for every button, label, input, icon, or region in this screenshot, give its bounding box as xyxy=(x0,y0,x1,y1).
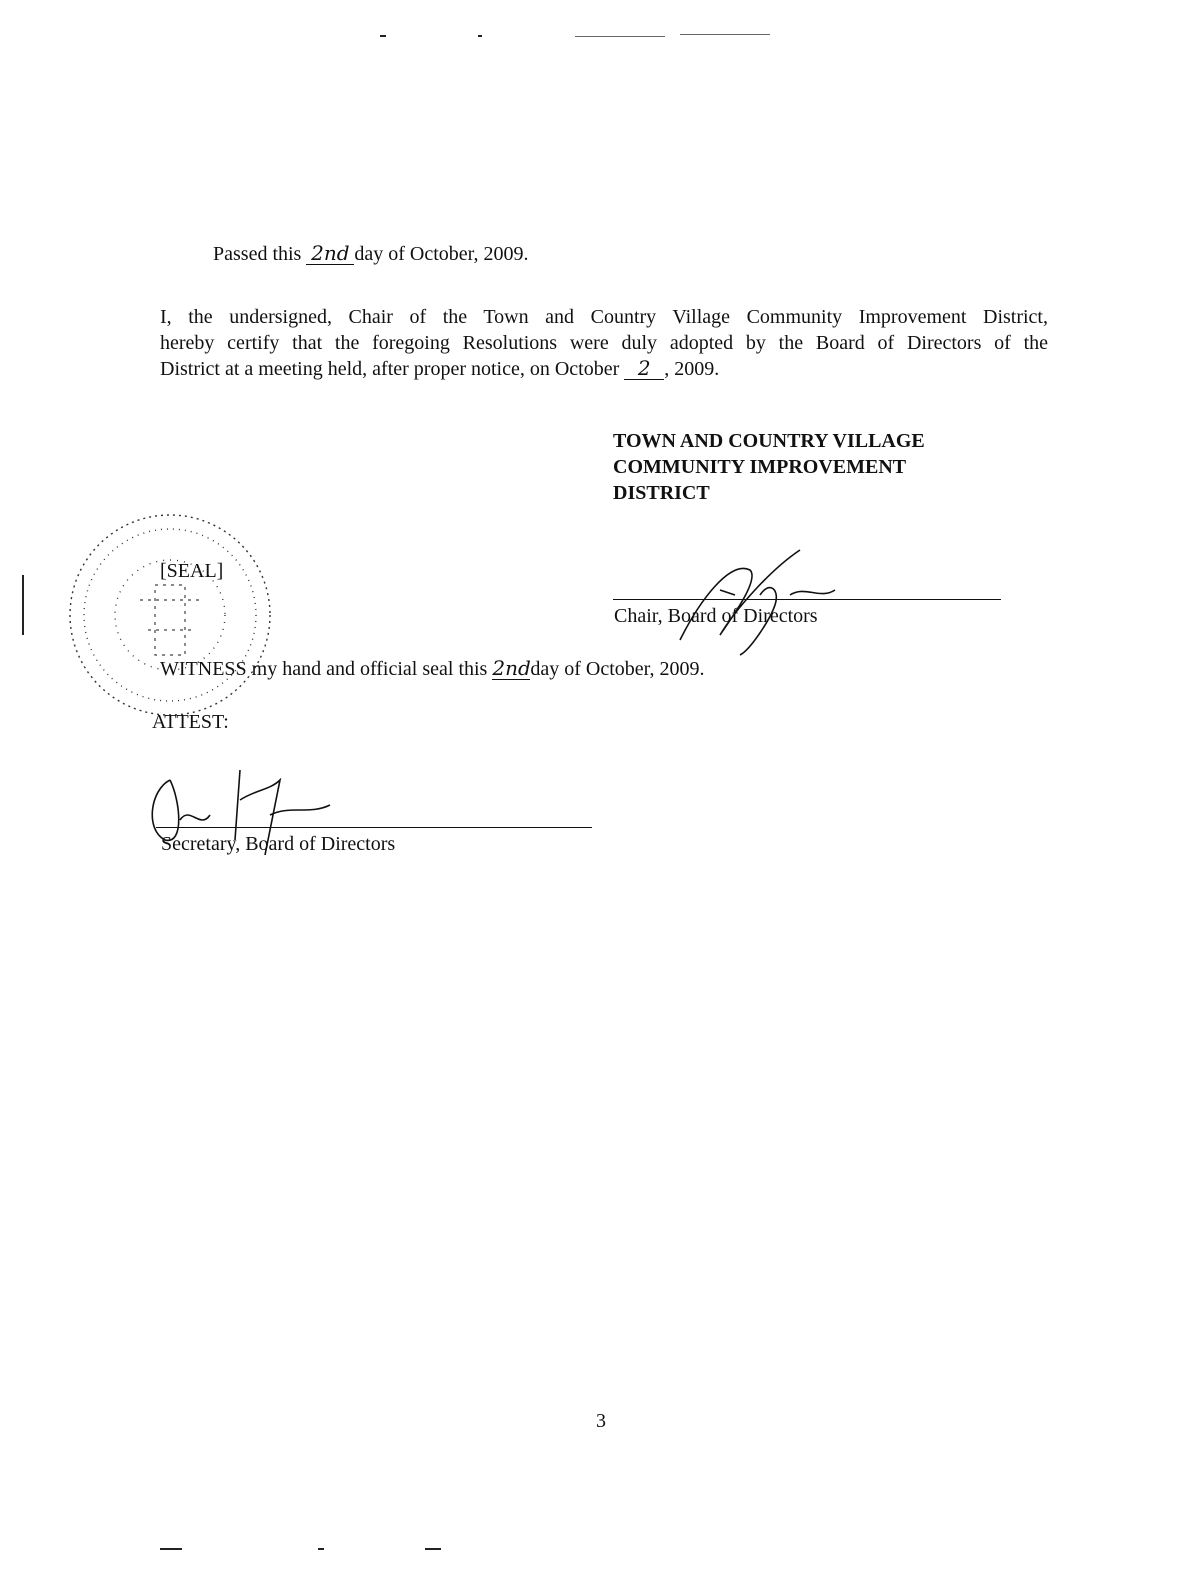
certification-line-1: I, the undersigned, Chair of the Town and Country Village Community Improvement District, xyxy=(160,306,1048,328)
page-number: 3 xyxy=(596,1410,606,1432)
secretary-signature-line xyxy=(156,827,592,828)
passed-suffix: day of October, 2009. xyxy=(354,243,529,265)
witness-line xyxy=(160,656,705,682)
scan-artifact-top xyxy=(380,35,386,37)
scan-artifact-bottom xyxy=(318,1548,324,1550)
passed-prefix: Passed this xyxy=(213,243,302,265)
entity-name-line-2: COMMUNITY IMPROVEMENT xyxy=(613,456,907,478)
scan-artifact-top xyxy=(478,35,482,37)
official-seal xyxy=(60,505,280,725)
scan-artifact-left-edge xyxy=(22,575,24,635)
witness-day-handwritten: 2nd xyxy=(492,656,531,680)
entity-name-line-1: TOWN AND COUNTRY VILLAGE xyxy=(613,430,925,452)
certification-paragraph xyxy=(160,304,1048,382)
attest-label: ATTEST: xyxy=(152,711,229,733)
scan-artifact-bottom xyxy=(160,1548,182,1550)
scan-artifact-top xyxy=(575,36,665,37)
certification-line-3-suffix: , 2009. xyxy=(664,358,720,380)
certification-line-2: hereby certify that the foregoing Resolutions were duly adopted by the Board of Directors of the xyxy=(160,332,1048,354)
scan-artifact-bottom xyxy=(425,1548,441,1550)
certification-line-3 xyxy=(160,356,1048,382)
chair-signature xyxy=(660,540,860,660)
scan-artifact-top xyxy=(680,34,770,35)
seal-label: [SEAL] xyxy=(160,560,224,582)
passed-line xyxy=(213,241,529,267)
secretary-title: Secretary, Board of Directors xyxy=(161,833,396,855)
certification-day-handwritten: 2 xyxy=(624,357,664,380)
chair-title: Chair, Board of Directors xyxy=(614,605,818,627)
witness-prefix: WITNESS my hand and official seal this xyxy=(160,658,488,680)
passed-day-handwritten: 2nd xyxy=(306,242,354,265)
certification-line-3-prefix: District at a meeting held, after proper notice, on October xyxy=(160,358,620,380)
entity-name-line-3: DISTRICT xyxy=(613,482,710,504)
witness-suffix: day of October, 2009. xyxy=(530,658,705,680)
